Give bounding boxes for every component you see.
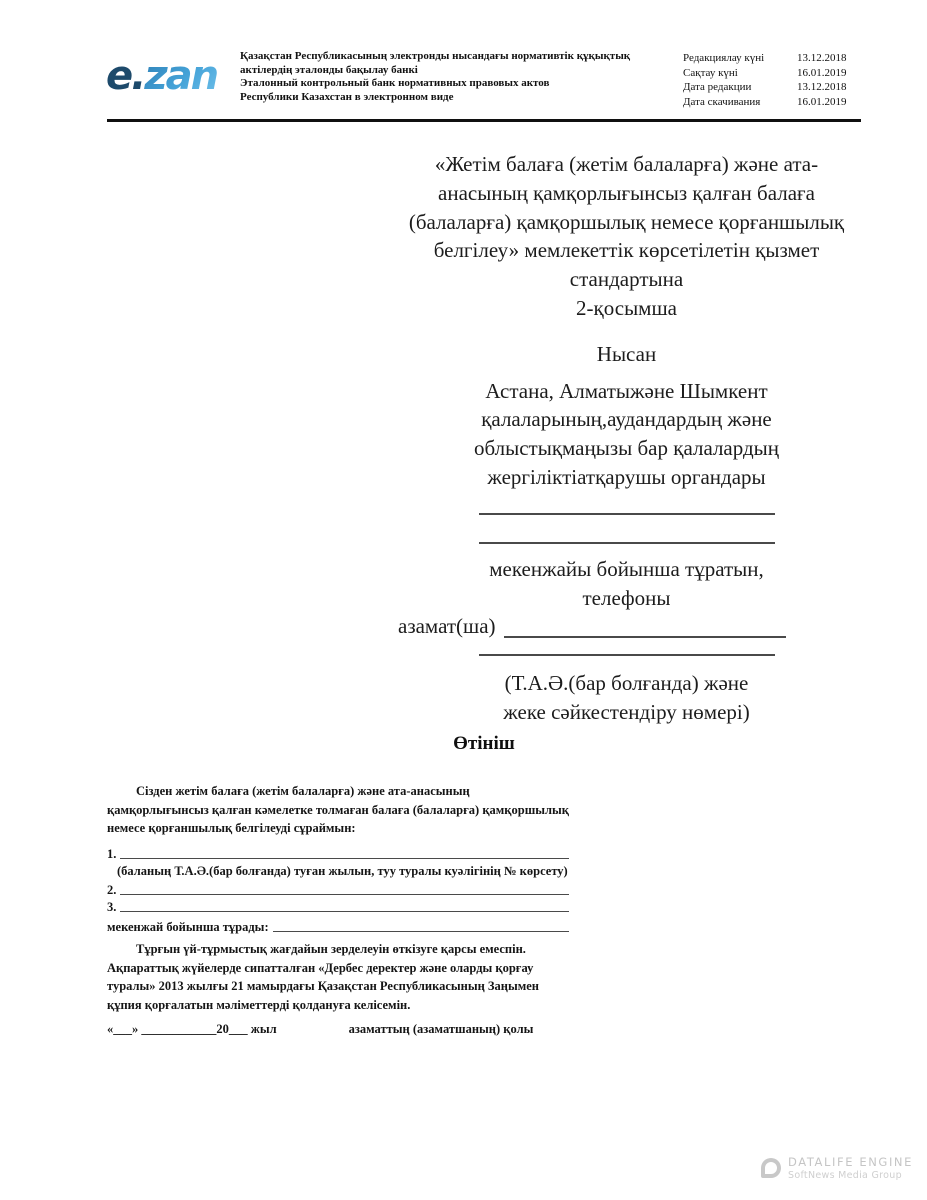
header-divider bbox=[107, 119, 861, 122]
watermark-subtitle: SoftNews Media Group bbox=[788, 1170, 902, 1181]
bank-description-line: Республики Казахстан в электронном виде bbox=[240, 90, 454, 103]
appendix-title-line: стандартына bbox=[569, 267, 684, 292]
application-body bbox=[107, 782, 569, 1038]
appendix-number: 2-қосымша bbox=[576, 295, 677, 320]
meta-value: 16.01.2019 bbox=[797, 66, 847, 79]
bank-description-line: Қазақстан Республикасының электронды нысандағы нормативтік құқықтық bbox=[240, 50, 631, 62]
request-paragraph: Сізден жетім балаға (жетім балаларға) және ата-анасының қамқорлығынсыз қалған кәмелетке толмаған балаға (балаларға) қамқоршылық немесе қорғаншылық белгілеуді сұраймын: bbox=[107, 784, 569, 836]
appendix-title-line: (балаларға) қамқоршылық немесе қорғаншылық bbox=[408, 209, 845, 234]
blank-line bbox=[120, 898, 569, 912]
bank-description bbox=[240, 50, 685, 104]
appendix-block bbox=[381, 150, 872, 727]
signature-row bbox=[107, 1020, 569, 1039]
recipient-line: Астана, Алматыжәне Шымкент bbox=[485, 378, 768, 403]
meta-value: 16.01.2019 bbox=[797, 95, 847, 108]
numbered-blank-line bbox=[107, 881, 569, 899]
fio-note-line: (Т.А.Ә.(бар болғанда) және bbox=[504, 671, 749, 696]
meta-value: 13.12.2018 bbox=[797, 81, 847, 93]
consent-paragraph: Тұрғын үй-тұрмыстық жағдайын зерделеуін өткізуге қарсы емеспін. Ақпараттық жүйелерде сипатталған «Дербес деректер және оларды қорғау туралы» 2013 жылғы 21 мамырдағы Қазақстан Республикасының Заңымен құпия қорғалатын мәліметтерді қолдануға келісемін. bbox=[107, 942, 540, 1013]
meta-label: Дата редакции bbox=[683, 81, 752, 93]
meta-row bbox=[683, 66, 847, 81]
item-number: 2. bbox=[107, 882, 117, 897]
recipient-block bbox=[381, 377, 872, 492]
address-label: мекенжай бойынша тұрады: bbox=[107, 919, 269, 934]
blank-line bbox=[120, 845, 569, 859]
meta-label: Сақтау күні bbox=[683, 66, 738, 79]
fio-note-line: жеке сәйкестендіру нөмері) bbox=[503, 699, 750, 724]
bank-description-line: актілердің эталонды бақылау банкі bbox=[240, 63, 418, 76]
signature-label: азаматтың (азаматшаның) қолы bbox=[348, 1021, 534, 1036]
meta-row bbox=[683, 80, 847, 95]
citizen-row bbox=[381, 612, 872, 641]
meta-row bbox=[683, 51, 847, 66]
recipient-line: қалаларының,аудандардың және bbox=[481, 407, 772, 432]
appendix-title-line: анасының қамқорлығынсыз қалған балаға bbox=[438, 180, 815, 205]
appendix-title-line: белгілеу» мемлекеттік көрсетілетін қызмет bbox=[433, 238, 820, 263]
phone-line: телефоны bbox=[582, 585, 671, 610]
blank-line bbox=[120, 881, 569, 895]
bank-description-line: Эталонный контрольный банк нормативных правовых актов bbox=[240, 77, 550, 89]
recipient-line: жергіліктіатқарушы органдары bbox=[487, 464, 766, 489]
residence-line: мекенжайы бойынша тұратын, bbox=[489, 556, 764, 581]
datalife-icon bbox=[761, 1158, 781, 1178]
watermark-title: DATALIFE ENGINE bbox=[788, 1155, 914, 1169]
appendix-title-line: «Жетім балаға (жетім балаларға) және ата- bbox=[434, 152, 819, 176]
form-label: Нысан bbox=[596, 341, 657, 366]
meta-label: Дата скачивания bbox=[683, 95, 761, 108]
signature-date: «___» ____________20___ жыл bbox=[107, 1021, 277, 1036]
meta-value: 13.12.2018 bbox=[797, 52, 847, 64]
fio-note bbox=[381, 669, 872, 727]
blank-line bbox=[479, 654, 775, 656]
citizen-label: азамат(ша) bbox=[398, 614, 496, 639]
child-info-note: (баланың Т.А.Ә.(бар болғанда) туған жылын, туу туралы куәлігінің № көрсету) bbox=[117, 864, 568, 879]
blank-line bbox=[504, 612, 786, 638]
blank-line bbox=[273, 918, 569, 932]
datalife-watermark bbox=[761, 1156, 913, 1181]
blank-line bbox=[479, 513, 775, 515]
statement-title: Өтініш bbox=[453, 733, 515, 754]
numbered-blank-line bbox=[107, 898, 569, 916]
recipient-line: облыстықмаңызы бар қалалардың bbox=[473, 436, 780, 461]
logo-text-blue: zan bbox=[144, 53, 218, 99]
numbered-blank-line bbox=[107, 845, 569, 863]
item-number: 3. bbox=[107, 900, 117, 915]
logo-text-dark: e. bbox=[106, 53, 145, 99]
address-row bbox=[107, 918, 569, 937]
ezan-logo bbox=[106, 54, 217, 98]
item-number: 1. bbox=[107, 846, 117, 861]
meta-row bbox=[683, 95, 847, 110]
document-dates bbox=[683, 51, 847, 109]
meta-label: Редакциялау күні bbox=[683, 52, 765, 64]
blank-line bbox=[479, 542, 775, 544]
